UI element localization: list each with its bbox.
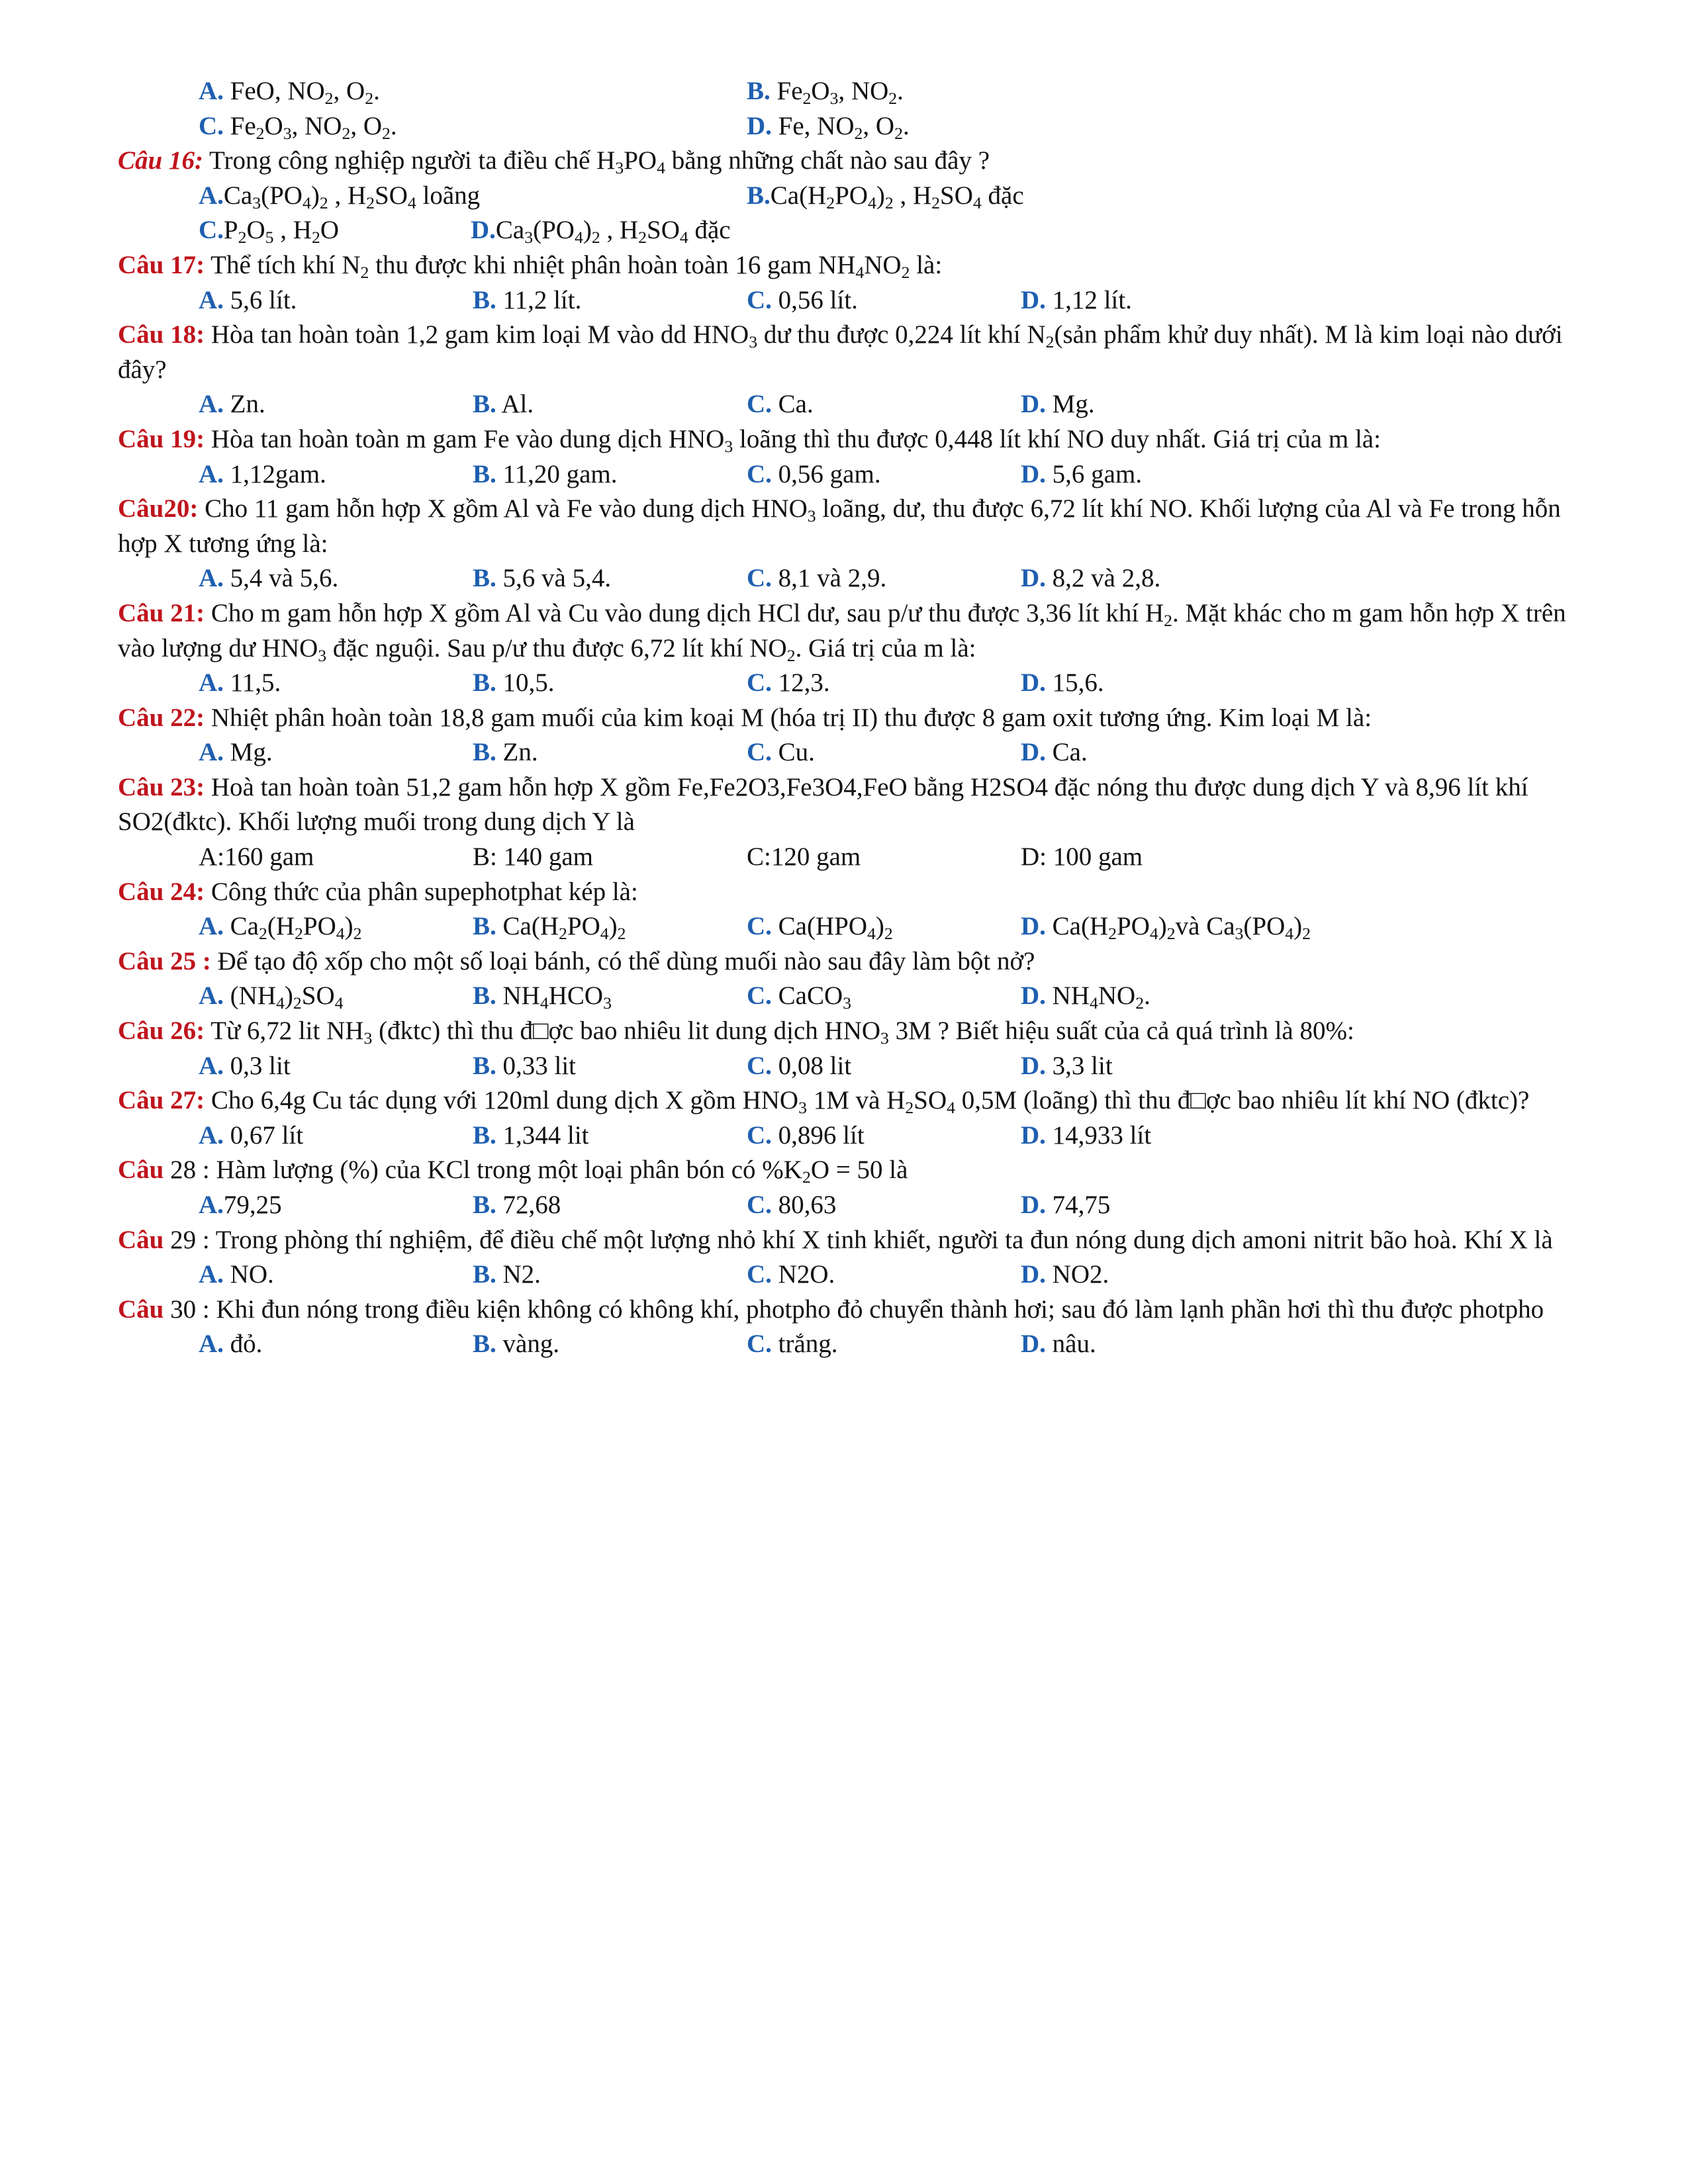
option-text: 11,5.	[230, 668, 281, 698]
option-text: Mg.	[230, 738, 273, 767]
option-a	[199, 909, 473, 944]
option-text: 0,33 lit	[502, 1051, 577, 1080]
option-letter: D.	[1021, 1120, 1046, 1150]
option-c	[747, 979, 1021, 1014]
option-b	[473, 666, 747, 701]
q29-options	[118, 1257, 1589, 1293]
option-c	[747, 735, 1021, 770]
option-c	[747, 1118, 1021, 1154]
option-letter: B.	[473, 564, 496, 593]
option-b: B: 140 gam	[473, 842, 593, 872]
q16-options	[118, 179, 1589, 214]
question-label: Câu 26:	[118, 1017, 205, 1046]
option-letter: D.	[1021, 285, 1046, 314]
option-b	[473, 283, 747, 318]
option-letter: B.	[473, 668, 496, 698]
question-text: Thể tích khí $N_2$ thu được khi nhiệt phân hoàn toàn 16 gam $NH_4NO_2$ là:	[211, 250, 943, 283]
option-letter: B.	[473, 981, 496, 1011]
q24-options	[118, 909, 1589, 944]
option-text: 0,56 lít.	[778, 285, 858, 314]
question-22	[118, 701, 1568, 736]
option-text: 8,1 và 2,9.	[778, 564, 887, 593]
option-a	[199, 735, 473, 770]
option-c	[747, 457, 1021, 492]
option-letter: C.	[747, 285, 772, 314]
option-letter: D.	[1021, 981, 1046, 1011]
option-text: 10,5.	[502, 668, 555, 698]
option-letter: C.	[199, 216, 224, 245]
question-label: Câu	[118, 1225, 164, 1254]
option-letter: C.	[747, 668, 772, 698]
option-d	[1021, 283, 1295, 318]
option-text: 3,3 lit	[1052, 1051, 1113, 1080]
q26-options	[118, 1049, 1589, 1084]
option-letter: D.	[1021, 390, 1046, 419]
option-text: 1,12gam.	[230, 459, 326, 488]
option-text: 1,12 lít.	[1052, 285, 1132, 314]
option-text: $Ca_3(PO_4)_2$ , $H_2SO_4$ loãng	[223, 181, 481, 212]
option-d	[1021, 979, 1295, 1014]
q27-options	[118, 1118, 1589, 1154]
option-d	[1021, 1257, 1295, 1293]
option-text: 11,2 lít.	[502, 285, 582, 314]
option-d	[1021, 457, 1295, 492]
option-letter: B.	[473, 459, 496, 488]
question-label: Câu 25 :	[118, 946, 211, 976]
option-letter: A.	[199, 1330, 224, 1359]
option-letter: D.	[1021, 1191, 1046, 1219]
option-c	[747, 1327, 1021, 1362]
question-label: Câu 24:	[118, 877, 205, 906]
option-b	[473, 979, 747, 1014]
option-d: D: 100 gam	[1021, 842, 1143, 872]
option-text: Mg.	[1052, 390, 1095, 419]
option-b	[473, 1327, 747, 1362]
option-letter: A.	[199, 181, 224, 210]
q28-options	[118, 1188, 1589, 1223]
option-text: 80,63	[778, 1191, 837, 1219]
option-text: 5,6 và 5,4.	[502, 564, 612, 593]
question-text: 29 : Trong phòng thí nghiệm, để điều chế một lượng nhỏ khí X tinh khiết, người ta đun nóng dung dịch amoni nitrit bão hoà. Khí X là	[170, 1225, 1553, 1254]
option-a	[199, 1257, 473, 1293]
option-letter: C.	[747, 564, 772, 593]
option-b	[747, 74, 1295, 109]
option-b	[473, 387, 747, 422]
q20-options	[118, 561, 1589, 596]
option-text: $Ca_3(PO_4)_2$ , $H_2SO_4$ đặc	[495, 216, 731, 248]
option-a	[199, 1049, 473, 1084]
option-c	[747, 283, 1021, 318]
option-letter: D.	[1021, 564, 1046, 593]
question-text: 28 : Hàm lượng (%) của KCl trong một loại phân bón có $\%K_2O = 50$ là	[170, 1156, 908, 1187]
option-c	[747, 1188, 1021, 1223]
question-label: Câu20:	[118, 494, 199, 523]
option-letter: A.	[199, 285, 224, 314]
option-letter: A.	[199, 1051, 224, 1080]
option-a	[199, 179, 747, 214]
question-label: Câu 23:	[118, 772, 205, 801]
question-label: Câu 27:	[118, 1086, 205, 1115]
question-label: Câu 18:	[118, 320, 205, 349]
q23-options	[118, 840, 1589, 875]
question-text: Cho m gam hỗn hợp X gồm Al và Cu vào dung dịch HCl dư, sau p/ư thu được 3,36 lít khí $H_2$. Mặt khác cho m gam hỗn hợp X trên vào lượng dư $HNO_3$ đặc nguội. Sau p/ư thu được 6,72 lít khí $NO_2$. Giá trị của m là:	[118, 598, 1566, 665]
option-d	[1021, 387, 1295, 422]
question-label: Câu 16:	[118, 146, 203, 175]
question-20	[118, 492, 1568, 561]
option-text: Ca.	[778, 390, 814, 419]
option-text: FeO, $NO_2$, $O_2$.	[230, 77, 380, 109]
question-19	[118, 422, 1568, 457]
option-b	[473, 735, 747, 770]
option-letter: D.	[1021, 668, 1046, 698]
option-text: 5,6 gam.	[1052, 459, 1143, 488]
option-text: nâu.	[1052, 1330, 1096, 1359]
q19-options	[118, 457, 1589, 492]
option-letter: D.	[1021, 1051, 1046, 1080]
option-letter: B.	[473, 1051, 496, 1080]
question-label: Câu	[118, 1295, 164, 1324]
option-letter: B.	[473, 1260, 496, 1289]
option-text: $Fe_2O_3$, $NO_2$, $O_2$.	[230, 111, 397, 143]
question-text: 30 : Khi đun nóng trong điều kiện không có không khí, photpho đỏ chuyển thành hơi; sau đó làm lạnh phần hơi thì thu được photpho	[170, 1295, 1544, 1324]
option-text: 5,6 lít.	[230, 285, 297, 314]
option-b	[473, 457, 747, 492]
option-d	[747, 109, 1295, 144]
option-b	[473, 1049, 747, 1084]
option-letter: D.	[1021, 738, 1046, 767]
option-text: 74,75	[1052, 1191, 1111, 1219]
option-letter: C.	[747, 1120, 772, 1150]
option-letter: C.	[747, 1051, 772, 1080]
option-b	[473, 909, 747, 944]
option-text: $P_2O_5$ , $H_2O$	[223, 216, 340, 248]
option-a	[199, 74, 747, 109]
option-letter: C.	[747, 459, 772, 488]
option-text: NO.	[230, 1260, 274, 1289]
question-label: Câu 22:	[118, 703, 205, 732]
question-27	[118, 1083, 1568, 1118]
question-24	[118, 875, 1589, 910]
option-letter: D.	[471, 216, 496, 245]
option-a	[199, 561, 473, 596]
option-text: 0,3 lit	[230, 1051, 291, 1080]
option-letter: A.	[199, 981, 224, 1011]
option-text: 8,2 và 2,8.	[1052, 564, 1161, 593]
question-label: Câu 19:	[118, 424, 205, 453]
option-letter: C.	[747, 912, 772, 941]
option-text: 1,344 lit	[502, 1120, 589, 1150]
option-letter: B.	[747, 77, 771, 105]
worksheet-page	[118, 74, 1589, 1362]
option-text: 14,933 lít	[1052, 1120, 1152, 1150]
option-text: trắng.	[778, 1330, 838, 1359]
option-text: $(NH_4)_2SO_4$	[230, 981, 344, 1013]
q30-options	[118, 1327, 1589, 1362]
option-text: 12,3.	[778, 668, 830, 698]
option-d	[1021, 909, 1311, 944]
option-text: NO2.	[1052, 1260, 1109, 1289]
option-text: Cu.	[778, 738, 815, 767]
option-b	[473, 1188, 747, 1223]
q15-options-row2	[118, 109, 1589, 144]
option-text: Al.	[501, 390, 534, 419]
option-text: Ca.	[1052, 738, 1088, 767]
question-text: Trong công nghiệp người ta điều chế $H_3PO_4$ bằng những chất nào sau đây ?	[209, 146, 990, 178]
option-c	[747, 666, 1021, 701]
question-26	[118, 1014, 1568, 1049]
option-letter: A.	[199, 1191, 224, 1219]
option-c	[747, 1049, 1021, 1084]
option-d	[1021, 666, 1295, 701]
option-letter: C.	[747, 738, 772, 767]
question-text: Cho 11 gam hỗn hợp X gồm Al và Fe vào dung dịch $HNO_3$ loãng, dư, thu được 6,72 lít khí NO. Khối lượng của Al và Fe trong hỗn hợp X tương ứng là:	[118, 494, 1561, 558]
option-letter: C.	[747, 390, 772, 419]
question-text: Hòa tan hoàn toàn 1,2 gam kim loại M vào dd $HNO_3$ dư thu được 0,224 lít khí $N_2(sản$ phẩm khử duy nhất). M là kim loại nào dưới đây?	[118, 320, 1563, 384]
option-text: 72,68	[502, 1191, 561, 1219]
question-16	[118, 144, 1589, 179]
question-17	[118, 248, 1589, 283]
option-b	[473, 1118, 747, 1154]
q22-options	[118, 735, 1589, 770]
option-letter: B.	[747, 181, 771, 210]
option-text: 0,896 lít	[778, 1120, 865, 1150]
option-text: $NH_4NO_2$.	[1052, 981, 1150, 1013]
question-label: Câu 21:	[118, 598, 205, 627]
option-letter: C.	[747, 981, 772, 1011]
option-a	[199, 457, 473, 492]
option-a	[199, 1118, 473, 1154]
question-21	[118, 596, 1568, 666]
option-c	[747, 561, 1021, 596]
option-letter: A.	[199, 912, 224, 941]
option-letter: D.	[747, 111, 772, 140]
option-text: 0,67 lít	[230, 1120, 304, 1150]
option-b	[473, 561, 747, 596]
question-18	[118, 318, 1568, 387]
option-text: $Ca(HPO_4)_2$	[778, 912, 893, 944]
question-text: Nhiệt phân hoàn toàn 18,8 gam muối của kim koại M (hóa trị II) thu được 8 gam oxit tương ứng. Kim loại M là:	[211, 703, 1372, 732]
option-letter: B.	[473, 738, 496, 767]
option-text: 15,6.	[1052, 668, 1104, 698]
option-letter: B.	[473, 390, 496, 419]
option-text: đỏ.	[230, 1330, 263, 1359]
option-letter: B.	[473, 912, 496, 941]
option-d	[1021, 1188, 1295, 1223]
q15-options	[118, 74, 1589, 109]
option-a	[199, 979, 473, 1014]
question-text: Để tạo độ xốp cho một số loại bánh, có thể dùng muối nào sau đây làm bột nở?	[217, 946, 1035, 976]
option-text: 0,56 gam.	[778, 459, 881, 488]
option-text: $Ca(H_2PO_4)_2$ , $H_2SO_4$ đặc	[770, 181, 1024, 212]
option-letter: C.	[747, 1330, 772, 1359]
option-text: 79,25	[223, 1191, 282, 1219]
option-letter: A.	[199, 668, 224, 698]
q17-options	[118, 283, 1589, 318]
question-text: Hòa tan hoàn toàn m gam Fe vào dung dịch $HNO_3$ loãng thì thu được 0,448 lít khí NO duy nhất. Giá trị của m là:	[211, 424, 1381, 457]
option-letter: A.	[199, 77, 224, 105]
option-c	[199, 213, 471, 248]
question-label: Câu 17:	[118, 250, 205, 279]
option-text: CaCO$_3$	[778, 981, 852, 1013]
option-c	[747, 909, 1021, 944]
question-29	[118, 1223, 1568, 1258]
question-23	[118, 770, 1568, 840]
option-text: $Fe_2O_3$, $NO_2$.	[776, 77, 904, 109]
option-text: vàng.	[502, 1330, 560, 1359]
question-text: Công thức của phân supephotphat kép là:	[211, 877, 638, 906]
option-c	[199, 109, 747, 144]
option-c	[747, 387, 1021, 422]
option-text: Zn.	[230, 390, 265, 419]
option-letter: B.	[473, 1120, 496, 1150]
option-letter: B.	[473, 285, 496, 314]
option-d	[1021, 735, 1295, 770]
option-text: 0,08 lit	[778, 1051, 852, 1080]
option-b	[473, 1257, 747, 1293]
option-text: $Ca(H_2PO_4)_2$	[502, 912, 626, 944]
option-letter: D.	[1021, 912, 1046, 941]
question-text: Từ 6,72 lit $NH_3$ (đktc) thì thu đ□ợc bao nhiêu lit dung dịch $HNO_3$ 3M ? Biết hiệu suất của cả quá trình là 80%:	[211, 1017, 1354, 1048]
question-text: Hoà tan hoàn toàn 51,2 gam hỗn hợp X gồm Fe,Fe2O3,Fe3O4,FeO bằng H2SO4 đặc nóng thu được dung dịch Y và 8,96 lít khí SO2(đktc). Khối lượng muối trong dung dịch Y là	[118, 772, 1528, 837]
option-text: 5,4 và 5,6.	[230, 564, 339, 593]
option-letter: A.	[199, 1120, 224, 1150]
option-text: $Ca(H_2PO_4)_2và$ $Ca_3(PO_4)_2$	[1052, 912, 1311, 944]
question-30	[118, 1293, 1568, 1328]
option-d	[1021, 1049, 1295, 1084]
question-25	[118, 944, 1589, 979]
option-text: $NH_4HCO_3$	[502, 981, 612, 1013]
option-text: $Ca_2(H_2PO_4)_2$	[230, 912, 362, 944]
option-c: C:120 gam	[747, 842, 861, 872]
option-a	[199, 1188, 473, 1223]
option-a	[199, 1327, 473, 1362]
option-c	[747, 1257, 1021, 1293]
question-text: Cho 6,4g Cu tác dụng với 120ml dung dịch X gồm $HNO_3$ 1M và $H_2SO_4$ 0,5M (loãng) thì thu đ□ợc bao nhiêu lít khí NO (đktc)?	[211, 1086, 1530, 1118]
option-letter: A.	[199, 459, 224, 488]
q16-options-row2	[118, 213, 1589, 248]
option-letter: B.	[473, 1191, 496, 1219]
option-b	[747, 179, 1295, 214]
option-text: N2.	[502, 1260, 541, 1289]
option-d	[1021, 1118, 1295, 1154]
option-a: A:160 gam	[199, 842, 314, 872]
q25-options	[118, 979, 1589, 1014]
option-letter: A.	[199, 738, 224, 767]
option-letter: A.	[199, 390, 224, 419]
option-letter: B.	[473, 1330, 496, 1359]
option-letter: A.	[199, 1260, 224, 1289]
option-letter: D.	[1021, 1260, 1046, 1289]
question-28	[118, 1153, 1589, 1188]
option-letter: C.	[747, 1260, 772, 1289]
option-text: 11,20 gam.	[502, 459, 618, 488]
option-letter: C.	[199, 111, 224, 140]
option-d	[471, 213, 731, 248]
option-letter: D.	[1021, 459, 1046, 488]
option-text: Fe, $NO_2$, $O_2$.	[778, 111, 910, 143]
option-letter: A.	[199, 564, 224, 593]
q18-options	[118, 387, 1589, 422]
option-letter: D.	[1021, 1330, 1046, 1359]
option-a	[199, 387, 473, 422]
option-text: N2O.	[778, 1260, 835, 1289]
option-letter: C.	[747, 1191, 772, 1219]
option-a	[199, 666, 473, 701]
option-d	[1021, 1327, 1295, 1362]
q21-options	[118, 666, 1589, 701]
option-a	[199, 283, 473, 318]
question-label: Câu	[118, 1156, 164, 1185]
option-text: Zn.	[502, 738, 538, 767]
option-d	[1021, 561, 1295, 596]
